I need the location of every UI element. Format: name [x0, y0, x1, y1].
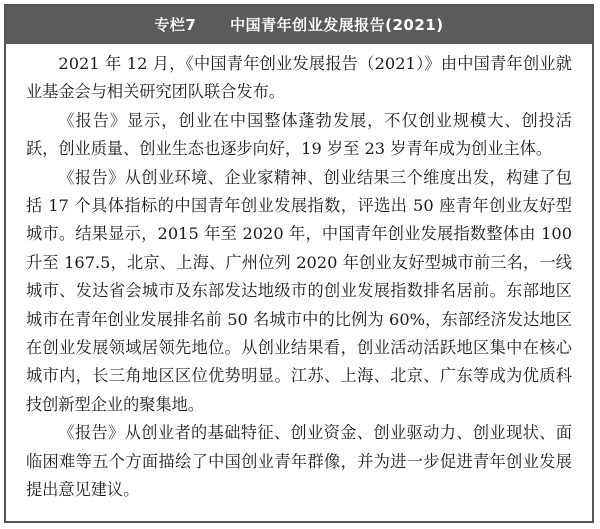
paragraph-2: 《报告》显示，创业在中国整体蓬勃发展，不仅创业规模大、创投活跃，创业质量、创业生态也逐步向好，19 岁至 23 岁青年成为创业主体。 [26, 110, 572, 159]
paragraph-3: 《报告》从创业环境、企业家精神、创业结果三个维度出发，构建了包括 17 个具体指标的中国青年创业发展指数，评选出 50 座青年创业友好型城市。结果显示，2015 年至 2020 年，中国青年创业发展指数整体由 100 升至 167.5，北京、上海、广州位列 2020 年创业友好型城市前三名，一线城市、发达省会城市及东部发达地级市的创业发展指数排名居前。东部地区城市在青年创业发展排名前 50 名城市中的比例为 60%，东部经济发达地区在创业发展领域居领先地位。从创业结果看，创业活动活跃地区集中在核心城市内，长三角地区区位优势明显。江苏、上海、北京、广东等成为优质科技创新型企业的聚集地。 [26, 167, 572, 414]
box-title: 中国青年创业发展报告(2021) [230, 16, 444, 34]
box-label: 专栏7 [154, 16, 197, 34]
sidebar-box [4, 4, 594, 523]
paragraph-1: 2021 年 12 月，《中国青年创业发展报告（2021）》由中国青年创业就业基金会与相关研究团队联合发布。 [26, 54, 572, 102]
box-header [6, 6, 592, 44]
box-content [6, 44, 592, 505]
paragraph-4: 《报告》从创业者的基础特征、创业资金、创业驱动力、创业现状、面临困难等五个方面描绘了中国创业青年群像，并为进一步促进青年创业发展提出意见建议。 [26, 423, 572, 500]
